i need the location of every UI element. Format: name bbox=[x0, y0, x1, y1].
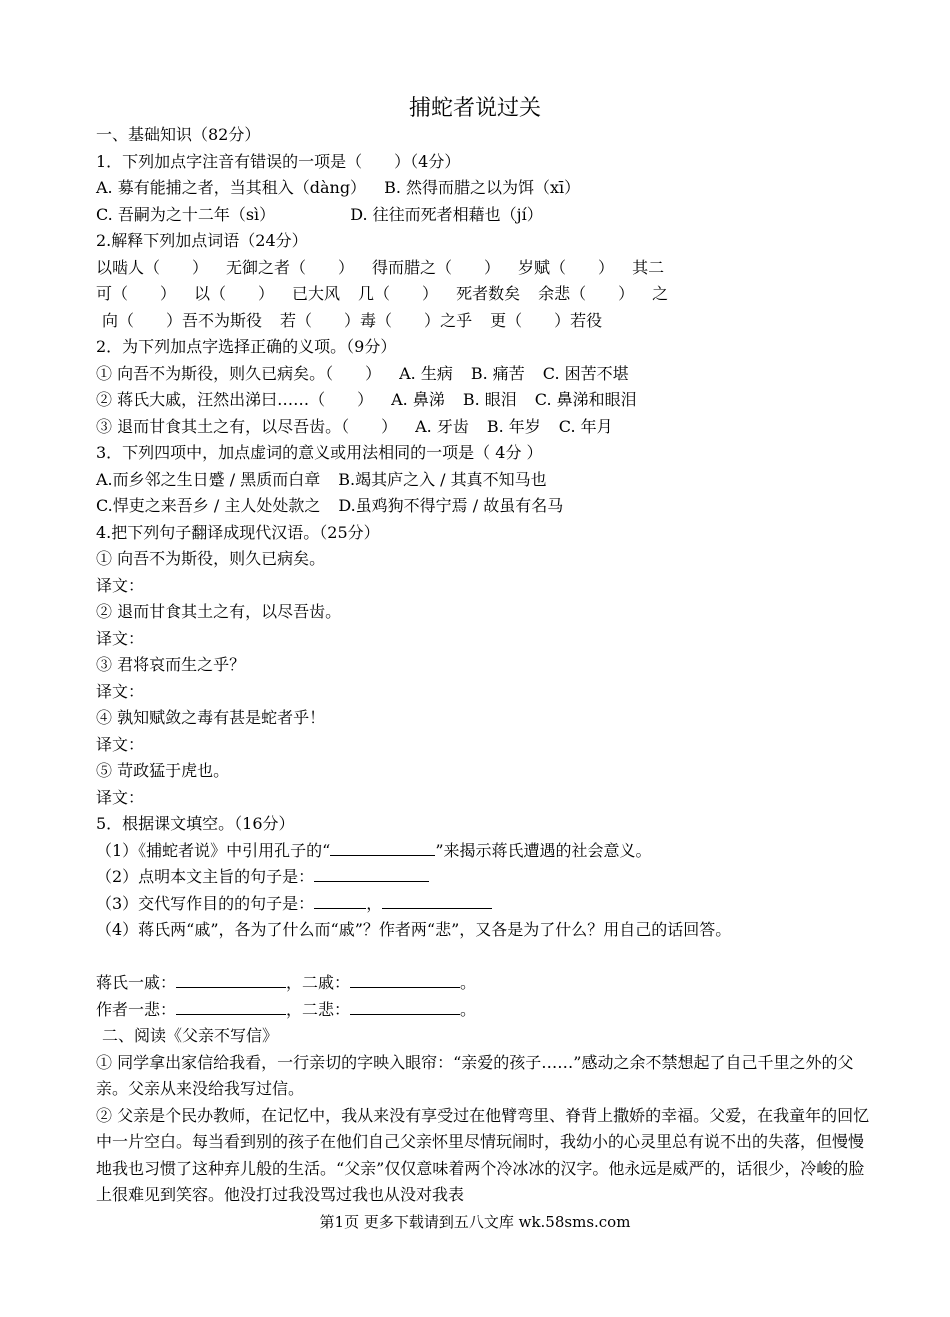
q2-term: 向（ ） bbox=[102, 310, 183, 330]
q2b-stem: 2．为下列加点字选择正确的义项。（9分） bbox=[96, 337, 397, 356]
q1-option-a: A. 募有能捕之者，当其租入（dàng） bbox=[96, 178, 367, 197]
q2b-item1-option-c: C. 困苦不堪 bbox=[542, 363, 629, 383]
section2-heading: 二、阅读《父亲不写信》 bbox=[102, 1026, 279, 1045]
q4-stem: 4.把下列句子翻译成现代汉语。（25分） bbox=[96, 522, 380, 542]
q3-options-cd bbox=[96, 493, 876, 520]
q2-term: 之 bbox=[652, 284, 669, 303]
q4-sentence: ④ 孰知赋敛之毒有甚是蛇者乎！ bbox=[96, 708, 326, 727]
q5-item3 bbox=[96, 891, 876, 918]
q2b-item2-option-a: A. 鼻涕 bbox=[391, 390, 445, 409]
q2-term: 若役 bbox=[570, 310, 603, 330]
page-footer: 第1页 更多下载请到五八文库 wk.58sms.com bbox=[319, 1213, 631, 1231]
section1-heading: 一、基础知识（82分） bbox=[96, 125, 261, 144]
q5-jiang-line bbox=[96, 970, 876, 997]
q4-translation-label: 译文： bbox=[96, 681, 145, 701]
q5-item3-separator: ， bbox=[366, 893, 383, 913]
q1-option-b: B. 然得而腊之以为饵（xī） bbox=[384, 178, 581, 197]
q5-item2 bbox=[96, 864, 876, 891]
q2b-item2-option-b: B. 眼泪 bbox=[462, 390, 517, 409]
q5-item4: （4）蒋氏两“戚”，各为了什么而“戚”？作者两“悲”，又各是为了什么？用自己的话回答。 bbox=[96, 920, 732, 939]
q2-term: 岁赋（ ） bbox=[518, 257, 615, 277]
q5-item2-text: （2）点明本文主旨的句子是： bbox=[96, 867, 315, 886]
q5-author-label-1: 作者一悲： bbox=[96, 999, 177, 1019]
q3-option-a: A.而乡邻之生日蹙 / 黑质而白章 bbox=[96, 469, 321, 489]
q2b-item2-text: ② 蒋氏大戚，汪然出涕曰……（ ） bbox=[96, 390, 374, 409]
q2-term: 无御之者（ ） bbox=[226, 257, 355, 277]
q5-item1-suffix: ”来揭示蒋氏遭遇的社会意义。 bbox=[435, 840, 652, 860]
q2b-item2 bbox=[96, 387, 876, 414]
q2-term: 毒（ ） bbox=[360, 310, 441, 330]
q2b-item1-option-a: A. 生病 bbox=[399, 363, 453, 383]
fill-blank[interactable] bbox=[176, 998, 286, 1015]
fill-blank[interactable] bbox=[314, 865, 429, 882]
q2b-item3-option-c: C. 年月 bbox=[558, 416, 613, 436]
period: 。 bbox=[460, 999, 477, 1019]
q4-sentence: ② 退而甘食其土之有，以尽吾齿。 bbox=[96, 602, 342, 621]
q2b-item2-option-c: C. 鼻涕和眼泪 bbox=[534, 390, 637, 409]
q5-jiang-label-1: 蒋氏一戚： bbox=[96, 973, 177, 992]
q4-sentence: ⑤ 苛政猛于虎也。 bbox=[96, 761, 230, 780]
q2-term: 吾不为斯役 bbox=[182, 310, 263, 330]
fill-blank[interactable] bbox=[176, 971, 286, 988]
q2b-item3-option-a: A. 牙齿 bbox=[415, 416, 469, 436]
q2-term: 可（ ） bbox=[96, 284, 177, 303]
q3-stem: 3．下列四项中，加点虚词的意义或用法相同的一项是（ 4分 ） bbox=[96, 443, 543, 462]
fill-blank[interactable] bbox=[382, 892, 492, 909]
q4-translation-label: 译文： bbox=[96, 787, 145, 807]
fill-blank[interactable] bbox=[350, 998, 460, 1015]
fill-blank[interactable] bbox=[350, 971, 460, 988]
q2b-item3 bbox=[96, 414, 876, 441]
q2-term: 其二 bbox=[632, 257, 665, 277]
q3-options-ab bbox=[96, 467, 876, 494]
q1-option-d: D. 往往而死者相藉也（jí） bbox=[350, 204, 543, 224]
q4-sentence: ③ 君将哀而生之乎？ bbox=[96, 655, 246, 674]
q2-term: 若（ ） bbox=[280, 310, 361, 330]
q2-term: 以啮人（ ） bbox=[96, 257, 209, 277]
q2b-item3-text: ③ 退而甘食其土之有，以尽吾齿。（ ） bbox=[96, 416, 398, 436]
reading-paragraph-2: ② 父亲是个民办教师，在记忆中，我从来没有享受过在他臂弯里、脊背上撒娇的幸福。父爱，在我童年的回忆中一片空白。每当看到别的孩子在他们自己父亲怀里尽情玩闹时，我幼小的心灵里总有说不出的失落，但慢慢地我也习惯了这种弃儿般的生活。“父亲”仅仅意味着两个冷冰冰的汉字。他永远是威严的，话很少，冷峻的脸上很难见到笑容。他没打过我没骂过我也从没对我表 bbox=[96, 1105, 870, 1204]
q2-term: 死者数矣 bbox=[456, 284, 521, 303]
q2-term: 以（ ） bbox=[194, 284, 275, 303]
q1-option-c: C. 吾嗣为之十二年（sì） bbox=[96, 204, 276, 224]
q2-term: 之乎 bbox=[440, 310, 473, 330]
page-title: 捕蛇者说过关 bbox=[408, 96, 541, 121]
reading-paragraph-1: ① 同学拿出家信给我看，一行亲切的字映入眼帘：“亲爱的孩子……”感动之余不禁想起了自己千里之外的父亲。父亲从来没给我写过信。 bbox=[96, 1052, 854, 1098]
document-body bbox=[96, 122, 876, 1209]
q4-translation-label: 译文： bbox=[96, 628, 145, 648]
period: 。 bbox=[460, 973, 477, 992]
q2-term: 已大风 bbox=[292, 284, 341, 303]
q2-term: 更（ ） bbox=[490, 310, 571, 330]
q4-translation-label: 译文： bbox=[96, 734, 145, 754]
q3-option-b: B.竭其庐之入 / 其真不知马也 bbox=[338, 469, 547, 489]
q4-translation-label: 译文： bbox=[96, 575, 145, 595]
q1-stem: 1．下列加点字注音有错误的一项是（ ）（4分） bbox=[96, 151, 461, 171]
q3-option-d: D.虽鸡狗不得宁焉 / 故虽有名马 bbox=[338, 496, 564, 515]
q5-author-line bbox=[96, 997, 876, 1024]
q5-jiang-label-2: ，二戚： bbox=[286, 973, 351, 992]
q5-item1-prefix: （1）《捕蛇者说》中引用孔子的“ bbox=[96, 840, 331, 860]
q2b-item1-text: ① 向吾不为斯役，则久已病矣。（ ） bbox=[96, 363, 382, 383]
fill-blank[interactable] bbox=[314, 892, 366, 909]
q2-term: 几（ ） bbox=[358, 284, 439, 303]
q5-item1 bbox=[96, 838, 876, 865]
q2b-item1 bbox=[96, 361, 876, 388]
spacer bbox=[96, 944, 876, 971]
q1-options-cd bbox=[96, 202, 876, 229]
q2-stem: 2.解释下列加点词语（24分） bbox=[96, 231, 308, 250]
q3-option-c: C.悍吏之来吾乡 / 主人处处款之 bbox=[96, 496, 321, 515]
q5-item3-text: （3）交代写作目的的句子是： bbox=[96, 893, 315, 913]
q2b-item3-option-b: B. 年岁 bbox=[486, 416, 541, 436]
q5-stem: 5．根据课文填空。（16分） bbox=[96, 814, 295, 833]
q2-row3 bbox=[96, 308, 876, 335]
fill-blank[interactable] bbox=[330, 839, 435, 856]
q2-row2 bbox=[96, 281, 876, 308]
q2-term: 得而腊之（ ） bbox=[372, 257, 501, 277]
q2b-item1-option-b: B. 痛苦 bbox=[470, 363, 525, 383]
q5-author-label-2: ，二悲： bbox=[286, 999, 351, 1019]
q1-options-ab bbox=[96, 175, 876, 202]
q4-sentence: ① 向吾不为斯役，则久已病矣。 bbox=[96, 549, 326, 568]
q2-row1 bbox=[96, 255, 876, 282]
q2-term: 余悲（ ） bbox=[538, 284, 635, 303]
